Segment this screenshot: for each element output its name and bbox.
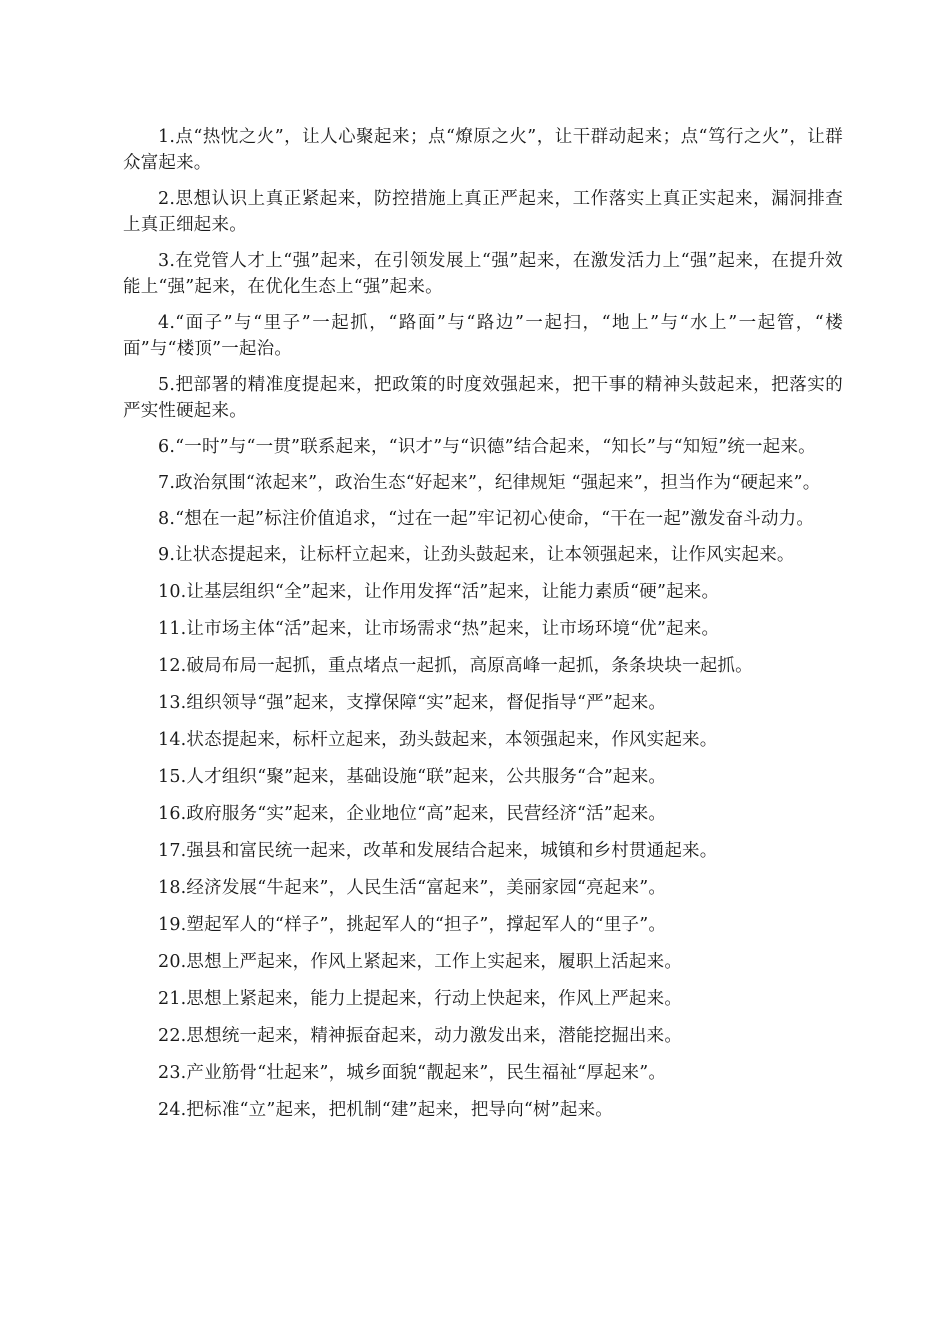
list-item: 20.思想上严起来，作风上紧起来，工作上实起来，履职上活起来。: [158, 952, 683, 972]
list-item: 7.政治氛围“浓起来”，政治生态“好起来”，纪律规矩 “强起来”，担当作为“硬起来”。: [158, 473, 821, 493]
list-item: 9.让状态提起来，让标杆立起来，让劲头鼓起来，让本领强起来，让作风实起来。: [158, 545, 795, 565]
list-item: 21.思想上紧起来，能力上提起来，行动上快起来，作风上严起来。: [158, 989, 683, 1009]
list-item: 14.状态提起来，标杆立起来，劲头鼓起来，本领强起来，作风实起来。: [158, 730, 718, 750]
list-item: 2.思想认识上真正紧起来，防控措施上真正严起来，工作落实上真正实起来，漏洞排查上真正细起来。: [123, 189, 843, 235]
list-item: 1.点“热忱之火”，让人心聚起来；点“燎原之火”，让干群动起来；点“笃行之火”，让群众富起来。: [123, 127, 843, 173]
list-item: 4.“面子”与“里子”一起抓，“路面”与“路边”一起扫，“地上”与“水上”一起管，“楼面”与“楼顶”一起治。: [123, 313, 843, 359]
document-body: [123, 124, 843, 1134]
list-item: 15.人才组织“聚”起来，基础设施“联”起来，公共服务“合”起来。: [158, 767, 667, 787]
list-item: 3.在党管人才上“强”起来，在引领发展上“强”起来，在激发活力上“强”起来，在提升效能上“强”起来，在优化生态上“强”起来。: [123, 251, 843, 297]
list-item: 19.塑起军人的“样子”，挑起军人的“担子”，撑起军人的“里子”。: [158, 915, 667, 935]
list-item: 5.把部署的精准度提起来，把政策的时度效强起来，把干事的精神头鼓起来，把落实的严实性硬起来。: [123, 375, 843, 421]
list-item: 6.“一时”与“一贯”联系起来，“识才”与“识德”结合起来，“知长”与“知短”统一起来。: [158, 437, 816, 457]
list-item: 18.经济发展“牛起来”，人民生活“富起来”，美丽家园“亮起来”。: [158, 878, 667, 898]
list-item: 24.把标准“立”起来，把机制“建”起来，把导向“树”起来。: [158, 1100, 614, 1120]
list-item: 22.思想统一起来，精神振奋起来，动力激发出来，潜能挖掘出来。: [158, 1026, 683, 1046]
list-item: 12.破局布局一起抓，重点堵点一起抓，高原高峰一起抓，条条块块一起抓。: [158, 656, 753, 676]
list-item: 16.政府服务“实”起来，企业地位“高”起来，民营经济“活”起来。: [158, 804, 667, 824]
list-item: 8.“想在一起”标注价值追求，“过在一起”牢记初心使命，“干在一起”激发奋斗动力。: [158, 509, 815, 529]
list-item: 13.组织领导“强”起来，支撑保障“实”起来，督促指导“严”起来。: [158, 693, 667, 713]
list-item: 23.产业筋骨“壮起来”，城乡面貌“靓起来”，民生福祉“厚起来”。: [158, 1063, 667, 1083]
list-item: 10.让基层组织“全”起来，让作用发挥“活”起来，让能力素质“硬”起来。: [158, 582, 720, 602]
list-item: 11.让市场主体“活”起来，让市场需求“热”起来，让市场环境“优”起来。: [158, 619, 720, 639]
list-item: 17.强县和富民统一起来，改革和发展结合起来，城镇和乡村贯通起来。: [158, 841, 718, 861]
